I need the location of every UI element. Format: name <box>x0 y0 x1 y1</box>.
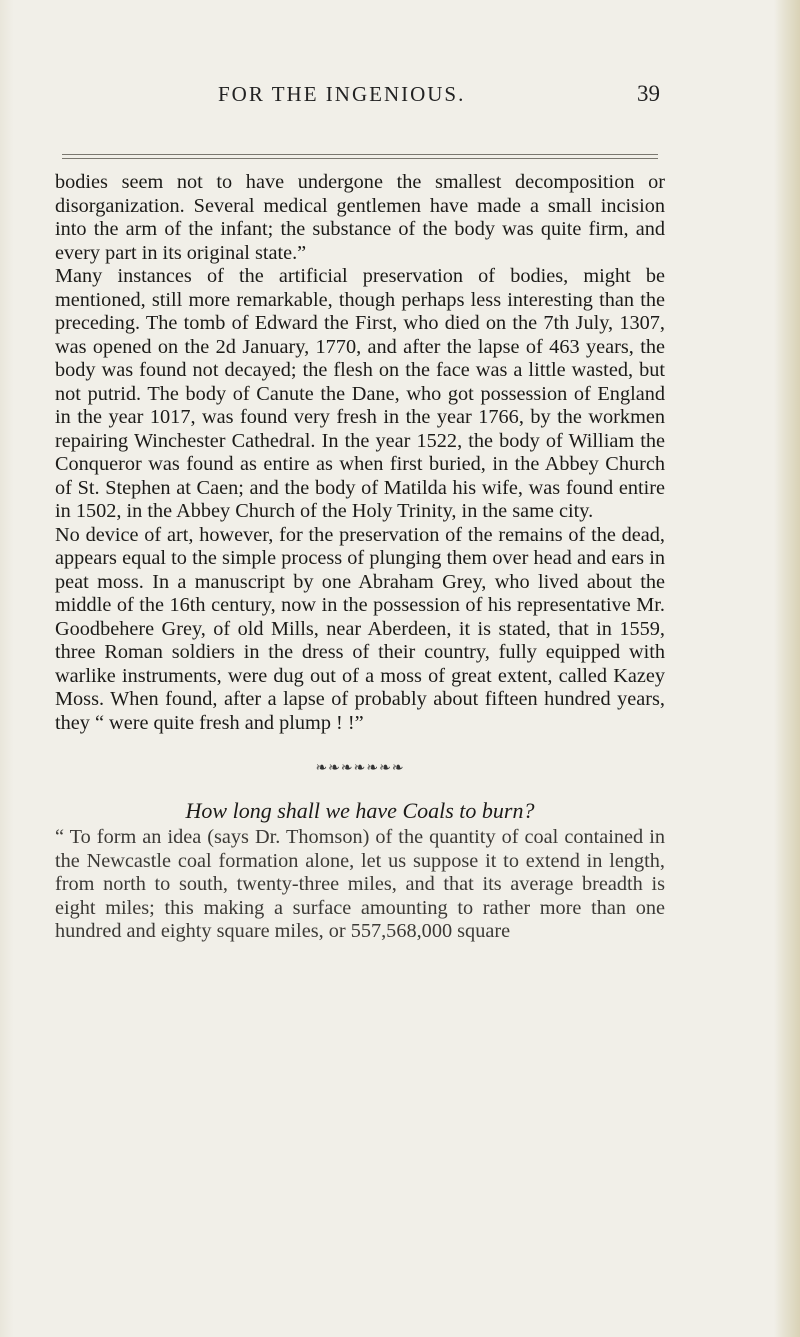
running-title: FOR THE INGENIOUS. <box>218 82 466 106</box>
page-right-edge <box>774 0 800 1337</box>
section-ornament: ❧❧❧❧❧❧❧ <box>315 761 405 776</box>
page-header <box>62 82 662 122</box>
body-text <box>55 171 665 944</box>
paragraph-preservation: Many instances of the artificial preservation of bodies, might be mentioned, still more remarkable, though perhaps less interesting than the preceding. The tomb of Edward the First, who died on the 7th July, 1307, was opened on the 2d January, 1770, and after the lapse of 463 years, the body was found not decayed; the flesh on the face was a little wasted, but not putrid. The body of Canute the Dane, who got possession of England in the year 1017, was found very fresh in the year 1766, by the workmen repairing Winchester Cathedral. In the year 1522, the body of William the Conqueror was found as entire as when first buried, in the Abbey Church of St. Stephen at Caen; and the body of Matilda his wife, was found entire in 1502, in the Abbey Church of the Holy Trinity, in the same city. <box>55 265 665 522</box>
section-heading: How long shall we have Coals to burn? <box>185 797 535 823</box>
page-left-edge <box>0 0 14 1337</box>
paragraph-coal: “ To form an idea (says Dr. Thomson) of the quantity of coal contained in the Newcastle coal formation alone, let us suppose it to extend in length, from north to south, twenty-three miles, and that its average breadth is eight miles; this making a surface amounting to rather more than one hundred and eighty square miles, or 557,568,000 square <box>55 826 665 942</box>
header-rule-top <box>62 154 658 155</box>
page-number: 39 <box>637 81 660 106</box>
paragraph-continued: bodies seem not to have undergone the smallest decomposition or disorganization. Several medical gentlemen have made a small incision into the arm of the infant; the substance of the body was quite firm, and every part in its original state.” <box>55 171 665 264</box>
paragraph-peat-moss: No device of art, however, for the preservation of the remains of the dead, appears equal to the simple process of plunging them over head and ears in peat moss. In a manuscript by one Abraham Grey, who lived about the middle of the 16th century, now in the possession of his representative Mr. Goodbehere Grey, of old Mills, near Aberdeen, it is stated, that in 1559, three Roman soldiers in the dress of their country, fully equipped with warlike instruments, were dug out of a moss of great extent, called Kazey Moss. When found, after a lapse of probably about fifteen hundred years, they “ were quite fresh and plump ! !” <box>55 523 665 734</box>
header-rule-bottom <box>62 158 658 159</box>
